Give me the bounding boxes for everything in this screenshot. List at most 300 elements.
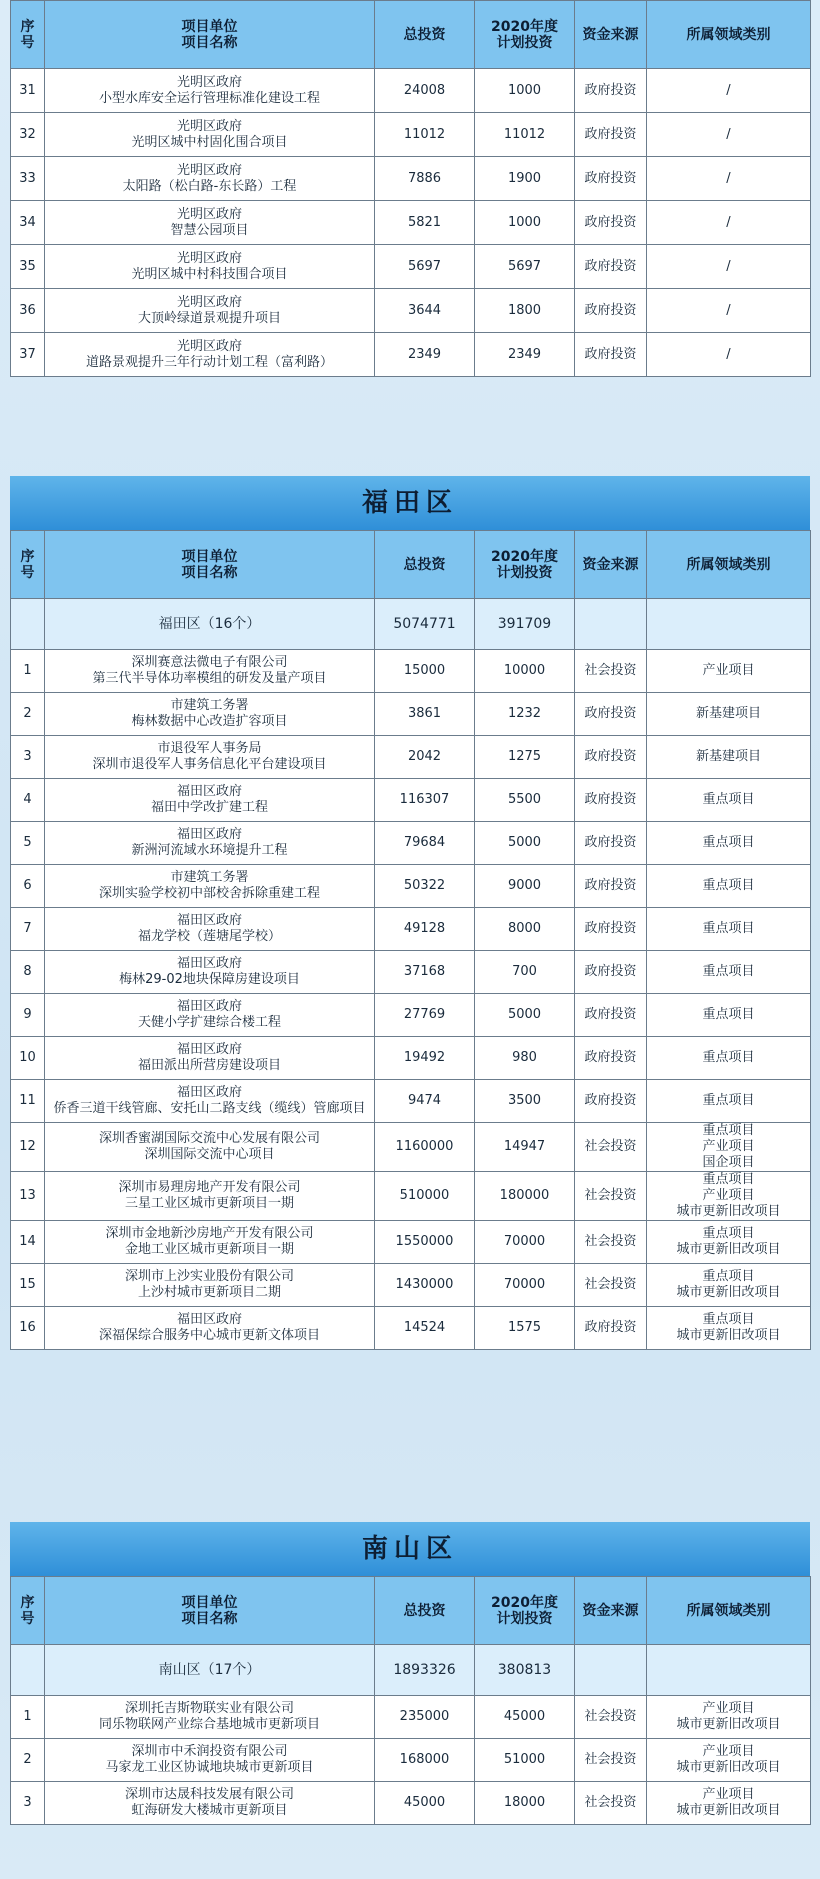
table-row [11, 157, 811, 201]
row-fund [575, 1739, 647, 1782]
row-category-text: 重点项目 [702, 1312, 755, 1327]
row-plan [475, 693, 575, 736]
row-category-text: 城市更新旧改项目 [676, 1803, 781, 1818]
row-category-text: 新基建项目 [695, 706, 761, 721]
row-plan [475, 333, 575, 377]
section-title: 福田区 [10, 476, 810, 530]
row-name-text: 光明区城中村固化围合项目 [131, 134, 288, 150]
row-category-text: 产业项目 [702, 1744, 755, 1759]
row-fund [575, 822, 647, 865]
row-category-text: 产业项目 [702, 1188, 755, 1203]
table-header-row [11, 1577, 811, 1645]
row-unit-name [45, 69, 375, 113]
row-total [375, 289, 475, 333]
summary-plan [475, 599, 575, 650]
row-fund-text: 社会投资 [584, 1188, 637, 1203]
row-plan-text: 11012 [503, 126, 546, 142]
summary-no [11, 1645, 45, 1696]
row-unit-name [45, 1221, 375, 1264]
row-unit-name [45, 157, 375, 201]
row-plan-text: 1000 [507, 82, 542, 98]
row-fund [575, 333, 647, 377]
row-total-text: 235000 [399, 1709, 450, 1724]
row-name-text: 马家龙工业区协诚地块城市更新项目 [105, 1760, 314, 1775]
header-unit-name [45, 1, 375, 69]
row-category-text: 重点项目 [702, 792, 755, 807]
row-total-text: 45000 [403, 1795, 446, 1810]
row-fund-text: 政府投资 [584, 170, 637, 186]
row-unit-text: 福田区政府 [176, 1042, 242, 1057]
row-unit-name [45, 113, 375, 157]
row-name-text: 天健小学扩建综合楼工程 [137, 1015, 281, 1030]
row-total [375, 693, 475, 736]
header-category-label: 所属领域类别 [686, 26, 771, 43]
header-total [375, 1577, 475, 1645]
row-total [375, 1782, 475, 1825]
projects-table [10, 530, 811, 1350]
header-plan-label: 计划投资 [496, 564, 553, 581]
row-total-text: 2042 [407, 749, 442, 764]
row-plan-text: 70000 [503, 1277, 546, 1292]
row-unit-text: 市建筑工务署 [170, 870, 249, 885]
row-name-text: 小型水库安全运行管理标准化建设工程 [98, 90, 320, 106]
row-unit-text: 深圳托吉斯物联实业有限公司 [124, 1701, 294, 1716]
row-no [11, 1739, 45, 1782]
row-category-text: / [726, 82, 731, 98]
header-no [11, 1577, 45, 1645]
row-plan-text: 45000 [503, 1709, 546, 1724]
row-no-text: 2 [23, 706, 32, 721]
row-total [375, 1739, 475, 1782]
row-fund-text: 社会投资 [584, 1234, 637, 1249]
row-category [647, 69, 811, 113]
table-row [11, 1782, 811, 1825]
row-fund [575, 69, 647, 113]
header-plan-year-label: 2020年度 [491, 18, 558, 35]
row-no [11, 994, 45, 1037]
header-unit-label: 项目单位 [181, 548, 238, 565]
row-unit-name [45, 951, 375, 994]
row-unit-text: 光明区政府 [176, 162, 242, 178]
row-fund-text: 政府投资 [584, 706, 637, 721]
row-category-text: 国企项目 [702, 1155, 755, 1170]
section-nanshan [10, 1522, 810, 1825]
row-unit-name [45, 908, 375, 951]
row-plan-text: 51000 [503, 1752, 546, 1767]
row-total-text: 50322 [403, 878, 446, 893]
row-fund-text: 政府投资 [584, 749, 637, 764]
summary-row [11, 1645, 811, 1696]
row-category-text: 产业项目 [702, 663, 755, 678]
row-fund [575, 951, 647, 994]
table-row [11, 1172, 811, 1221]
row-plan-text: 1900 [507, 170, 542, 186]
row-category-text: 城市更新旧改项目 [676, 1760, 781, 1775]
row-category [647, 1739, 811, 1782]
row-total [375, 1307, 475, 1350]
row-category-text: 城市更新旧改项目 [676, 1717, 781, 1732]
row-unit-name [45, 1696, 375, 1739]
row-no [11, 1782, 45, 1825]
row-fund-text: 政府投资 [584, 835, 637, 850]
row-unit-name [45, 736, 375, 779]
row-total-text: 2349 [407, 346, 442, 362]
row-plan [475, 779, 575, 822]
row-total [375, 1221, 475, 1264]
row-unit-name [45, 1123, 375, 1172]
row-total-text: 79684 [403, 835, 446, 850]
row-no [11, 201, 45, 245]
row-total-text: 1430000 [395, 1277, 454, 1292]
header-total-label: 总投资 [403, 26, 446, 43]
row-plan [475, 1221, 575, 1264]
header-plan [475, 1577, 575, 1645]
row-plan [475, 951, 575, 994]
table-row [11, 1739, 811, 1782]
summary-label [45, 1645, 375, 1696]
header-plan-year-label: 2020年度 [491, 1594, 558, 1611]
row-total [375, 1696, 475, 1739]
row-category-text: 产业项目 [702, 1139, 755, 1154]
summary-plan-text: 380813 [497, 1662, 552, 1678]
row-unit-name [45, 994, 375, 1037]
row-fund [575, 865, 647, 908]
summary-total [375, 1645, 475, 1696]
row-unit-name [45, 1264, 375, 1307]
row-unit-text: 市建筑工务署 [170, 698, 249, 713]
row-no-text: 5 [23, 835, 32, 850]
row-no-text: 4 [23, 792, 32, 807]
row-unit-name [45, 1739, 375, 1782]
summary-total [375, 599, 475, 650]
row-unit-text: 福田区政府 [176, 913, 242, 928]
row-fund-text: 政府投资 [584, 258, 637, 274]
row-total [375, 779, 475, 822]
row-name-text: 新洲河流域水环境提升工程 [131, 843, 288, 858]
row-fund-text: 政府投资 [584, 1320, 637, 1335]
row-unit-name [45, 693, 375, 736]
row-total [375, 650, 475, 693]
table-body [11, 531, 811, 1350]
header-plan-year-label: 2020年度 [491, 548, 558, 565]
row-total [375, 994, 475, 1037]
row-plan-text: 1575 [507, 1320, 542, 1335]
header-name-label: 项目名称 [181, 564, 238, 581]
row-unit-name [45, 245, 375, 289]
row-plan-text: 1232 [507, 706, 542, 721]
row-plan [475, 1739, 575, 1782]
row-total [375, 245, 475, 289]
row-unit-name [45, 1080, 375, 1123]
row-fund [575, 1037, 647, 1080]
row-total-text: 37168 [403, 964, 446, 979]
row-no [11, 1037, 45, 1080]
row-no [11, 736, 45, 779]
row-total-text: 49128 [403, 921, 446, 936]
row-category-text: 重点项目 [702, 1093, 755, 1108]
section-guangming [10, 0, 810, 377]
row-no [11, 1696, 45, 1739]
header-plan-label: 计划投资 [496, 34, 553, 51]
summary-no [11, 599, 45, 650]
header-fund [575, 1, 647, 69]
row-plan-text: 5500 [507, 792, 542, 807]
row-fund-text: 政府投资 [584, 126, 637, 142]
row-plan [475, 69, 575, 113]
row-plan-text: 5000 [507, 1007, 542, 1022]
row-unit-name [45, 1782, 375, 1825]
row-fund [575, 779, 647, 822]
row-no [11, 1264, 45, 1307]
row-total [375, 822, 475, 865]
row-plan-text: 70000 [503, 1234, 546, 1249]
row-total-text: 1550000 [395, 1234, 454, 1249]
row-name-text: 梅林数据中心改造扩容项目 [131, 714, 288, 729]
row-category [647, 779, 811, 822]
row-plan [475, 1123, 575, 1172]
row-plan [475, 865, 575, 908]
row-total-text: 9474 [407, 1093, 442, 1108]
row-total-text: 11012 [403, 126, 446, 142]
header-no [11, 531, 45, 599]
row-fund-text: 政府投资 [584, 921, 637, 936]
row-category-text: / [726, 126, 731, 142]
row-plan-text: 9000 [507, 878, 542, 893]
row-fund [575, 736, 647, 779]
table-row [11, 994, 811, 1037]
row-plan [475, 245, 575, 289]
row-no-text: 7 [23, 921, 32, 936]
row-unit-name [45, 201, 375, 245]
summary-total-text: 5074771 [393, 616, 456, 632]
table-body [11, 1577, 811, 1825]
header-plan-label: 计划投资 [496, 1610, 553, 1627]
row-no [11, 779, 45, 822]
row-fund [575, 693, 647, 736]
header-fund-label: 资金来源 [582, 26, 639, 43]
summary-plan-text: 391709 [497, 616, 552, 632]
row-fund [575, 157, 647, 201]
row-total [375, 951, 475, 994]
row-fund-text: 社会投资 [584, 1709, 637, 1724]
row-category [647, 245, 811, 289]
header-total-label: 总投资 [403, 556, 446, 573]
table-row [11, 1696, 811, 1739]
row-plan [475, 994, 575, 1037]
row-plan [475, 650, 575, 693]
row-name-text: 侨香三道干线管廊、安托山二路支线（缆线）管廊项目 [53, 1101, 366, 1116]
row-no-text: 8 [23, 964, 32, 979]
row-plan [475, 1080, 575, 1123]
row-no [11, 908, 45, 951]
row-plan-text: 14947 [503, 1139, 546, 1154]
row-fund [575, 1696, 647, 1739]
row-fund-text: 社会投资 [584, 1139, 637, 1154]
row-unit-text: 深圳市达晟科技发展有限公司 [124, 1787, 294, 1802]
row-plan [475, 1782, 575, 1825]
header-total-label: 总投资 [403, 1602, 446, 1619]
row-category [647, 1264, 811, 1307]
row-plan-text: 10000 [503, 663, 546, 678]
header-fund [575, 531, 647, 599]
row-total [375, 157, 475, 201]
row-total [375, 1172, 475, 1221]
row-no [11, 951, 45, 994]
projects-table [10, 1576, 811, 1825]
row-plan [475, 1172, 575, 1221]
row-no-text: 35 [19, 258, 36, 274]
row-fund [575, 1123, 647, 1172]
row-plan-text: 980 [512, 1050, 537, 1065]
row-category-text: 产业项目 [702, 1787, 755, 1802]
row-no-text: 2 [23, 1752, 32, 1767]
summary-category [647, 599, 811, 650]
row-unit-name [45, 865, 375, 908]
row-fund-text: 政府投资 [584, 878, 637, 893]
row-total-text: 168000 [399, 1752, 450, 1767]
row-no [11, 650, 45, 693]
row-fund [575, 245, 647, 289]
row-name-text: 太阳路（松白路-东长路）工程 [122, 178, 297, 194]
header-unit-label: 项目单位 [181, 1594, 238, 1611]
row-category-text: / [726, 258, 731, 274]
row-fund [575, 113, 647, 157]
row-category [647, 865, 811, 908]
table-row [11, 1080, 811, 1123]
row-no-text: 10 [19, 1050, 36, 1065]
row-total-text: 5821 [407, 214, 442, 230]
row-no-text: 6 [23, 878, 32, 893]
row-plan [475, 157, 575, 201]
summary-fund [575, 1645, 647, 1696]
header-name-label: 项目名称 [181, 34, 238, 51]
row-plan-text: 1000 [507, 214, 542, 230]
row-unit-text: 深圳市上沙实业股份有限公司 [124, 1269, 294, 1284]
row-name-text: 三星工业区城市更新项目一期 [124, 1196, 294, 1211]
header-category-label: 所属领域类别 [686, 1602, 771, 1619]
row-unit-text: 光明区政府 [176, 206, 242, 222]
header-total [375, 531, 475, 599]
header-category [647, 1577, 811, 1645]
row-category [647, 1782, 811, 1825]
row-fund [575, 1307, 647, 1350]
row-name-text: 梅林29-02地块保障房建设项目 [119, 972, 300, 987]
row-no-text: 14 [19, 1234, 36, 1249]
table-row [11, 951, 811, 994]
row-no-text: 12 [19, 1139, 36, 1154]
row-no-text: 33 [19, 170, 36, 186]
row-category-text: 重点项目 [702, 835, 755, 850]
row-total-text: 24008 [403, 82, 446, 98]
summary-total-text: 1893326 [393, 1662, 456, 1678]
row-unit-name [45, 1037, 375, 1080]
row-category [647, 1123, 811, 1172]
row-fund [575, 650, 647, 693]
row-unit-name [45, 650, 375, 693]
row-category-text: 重点项目 [702, 964, 755, 979]
table-row [11, 1037, 811, 1080]
row-plan-text: 700 [512, 964, 537, 979]
table-row [11, 1221, 811, 1264]
row-no-text: 9 [23, 1007, 32, 1022]
header-category-label: 所属领域类别 [686, 556, 771, 573]
row-unit-text: 深圳赛意法微电子有限公司 [131, 655, 288, 670]
table-row [11, 908, 811, 951]
header-unit-name [45, 531, 375, 599]
row-unit-text: 光明区政府 [176, 74, 242, 90]
row-fund-text: 政府投资 [584, 214, 637, 230]
row-name-text: 福龙学校（莲塘尾学校） [137, 929, 281, 944]
row-category-text: 城市更新旧改项目 [676, 1328, 781, 1343]
row-unit-text: 市退役军人事务局 [157, 741, 262, 756]
row-category [647, 1221, 811, 1264]
row-total-text: 15000 [403, 663, 446, 678]
row-plan-text: 3500 [507, 1093, 542, 1108]
row-no-text: 31 [19, 82, 36, 98]
row-name-text: 上沙村城市更新项目二期 [137, 1285, 281, 1300]
row-total-text: 3861 [407, 706, 442, 721]
header-no [11, 1, 45, 69]
header-no-label: 序号 [20, 1594, 35, 1627]
table-body [11, 1, 811, 377]
row-category [647, 650, 811, 693]
row-total [375, 1264, 475, 1307]
row-unit-text: 福田区政府 [176, 827, 242, 842]
row-plan [475, 908, 575, 951]
row-no-text: 16 [19, 1320, 36, 1335]
row-fund-text: 政府投资 [584, 792, 637, 807]
row-name-text: 深圳实验学校初中部校舍拆除重建工程 [98, 886, 320, 901]
summary-label-text: 南山区（17个） [158, 1662, 261, 1678]
section-title: 南山区 [10, 1522, 810, 1576]
row-total [375, 1037, 475, 1080]
row-fund [575, 1221, 647, 1264]
row-no-text: 3 [23, 749, 32, 764]
row-fund [575, 994, 647, 1037]
row-plan [475, 736, 575, 779]
row-category [647, 693, 811, 736]
header-unit-name [45, 1577, 375, 1645]
header-no-label: 序号 [20, 548, 35, 581]
row-no [11, 1221, 45, 1264]
row-name-text: 第三代半导体功率模组的研发及量产项目 [92, 671, 327, 686]
section-futian [10, 476, 810, 1350]
row-category-text: 重点项目 [702, 1050, 755, 1065]
row-no [11, 157, 45, 201]
row-fund-text: 社会投资 [584, 1277, 637, 1292]
row-plan [475, 113, 575, 157]
row-fund-text: 政府投资 [584, 82, 637, 98]
row-no [11, 333, 45, 377]
row-plan-text: 8000 [507, 921, 542, 936]
row-plan-text: 1275 [507, 749, 542, 764]
row-plan-text: 2349 [507, 346, 542, 362]
row-no-text: 36 [19, 302, 36, 318]
row-no-text: 1 [23, 1709, 32, 1724]
row-total-text: 19492 [403, 1050, 446, 1065]
row-total-text: 3644 [407, 302, 442, 318]
table-row [11, 779, 811, 822]
row-category-text: 重点项目 [702, 878, 755, 893]
header-fund-label: 资金来源 [582, 556, 639, 573]
row-fund-text: 社会投资 [584, 1752, 637, 1767]
row-category-text: 城市更新旧改项目 [676, 1204, 781, 1219]
row-category [647, 113, 811, 157]
row-category-text: 重点项目 [702, 1123, 755, 1138]
row-total [375, 201, 475, 245]
header-total [375, 1, 475, 69]
table-row [11, 736, 811, 779]
